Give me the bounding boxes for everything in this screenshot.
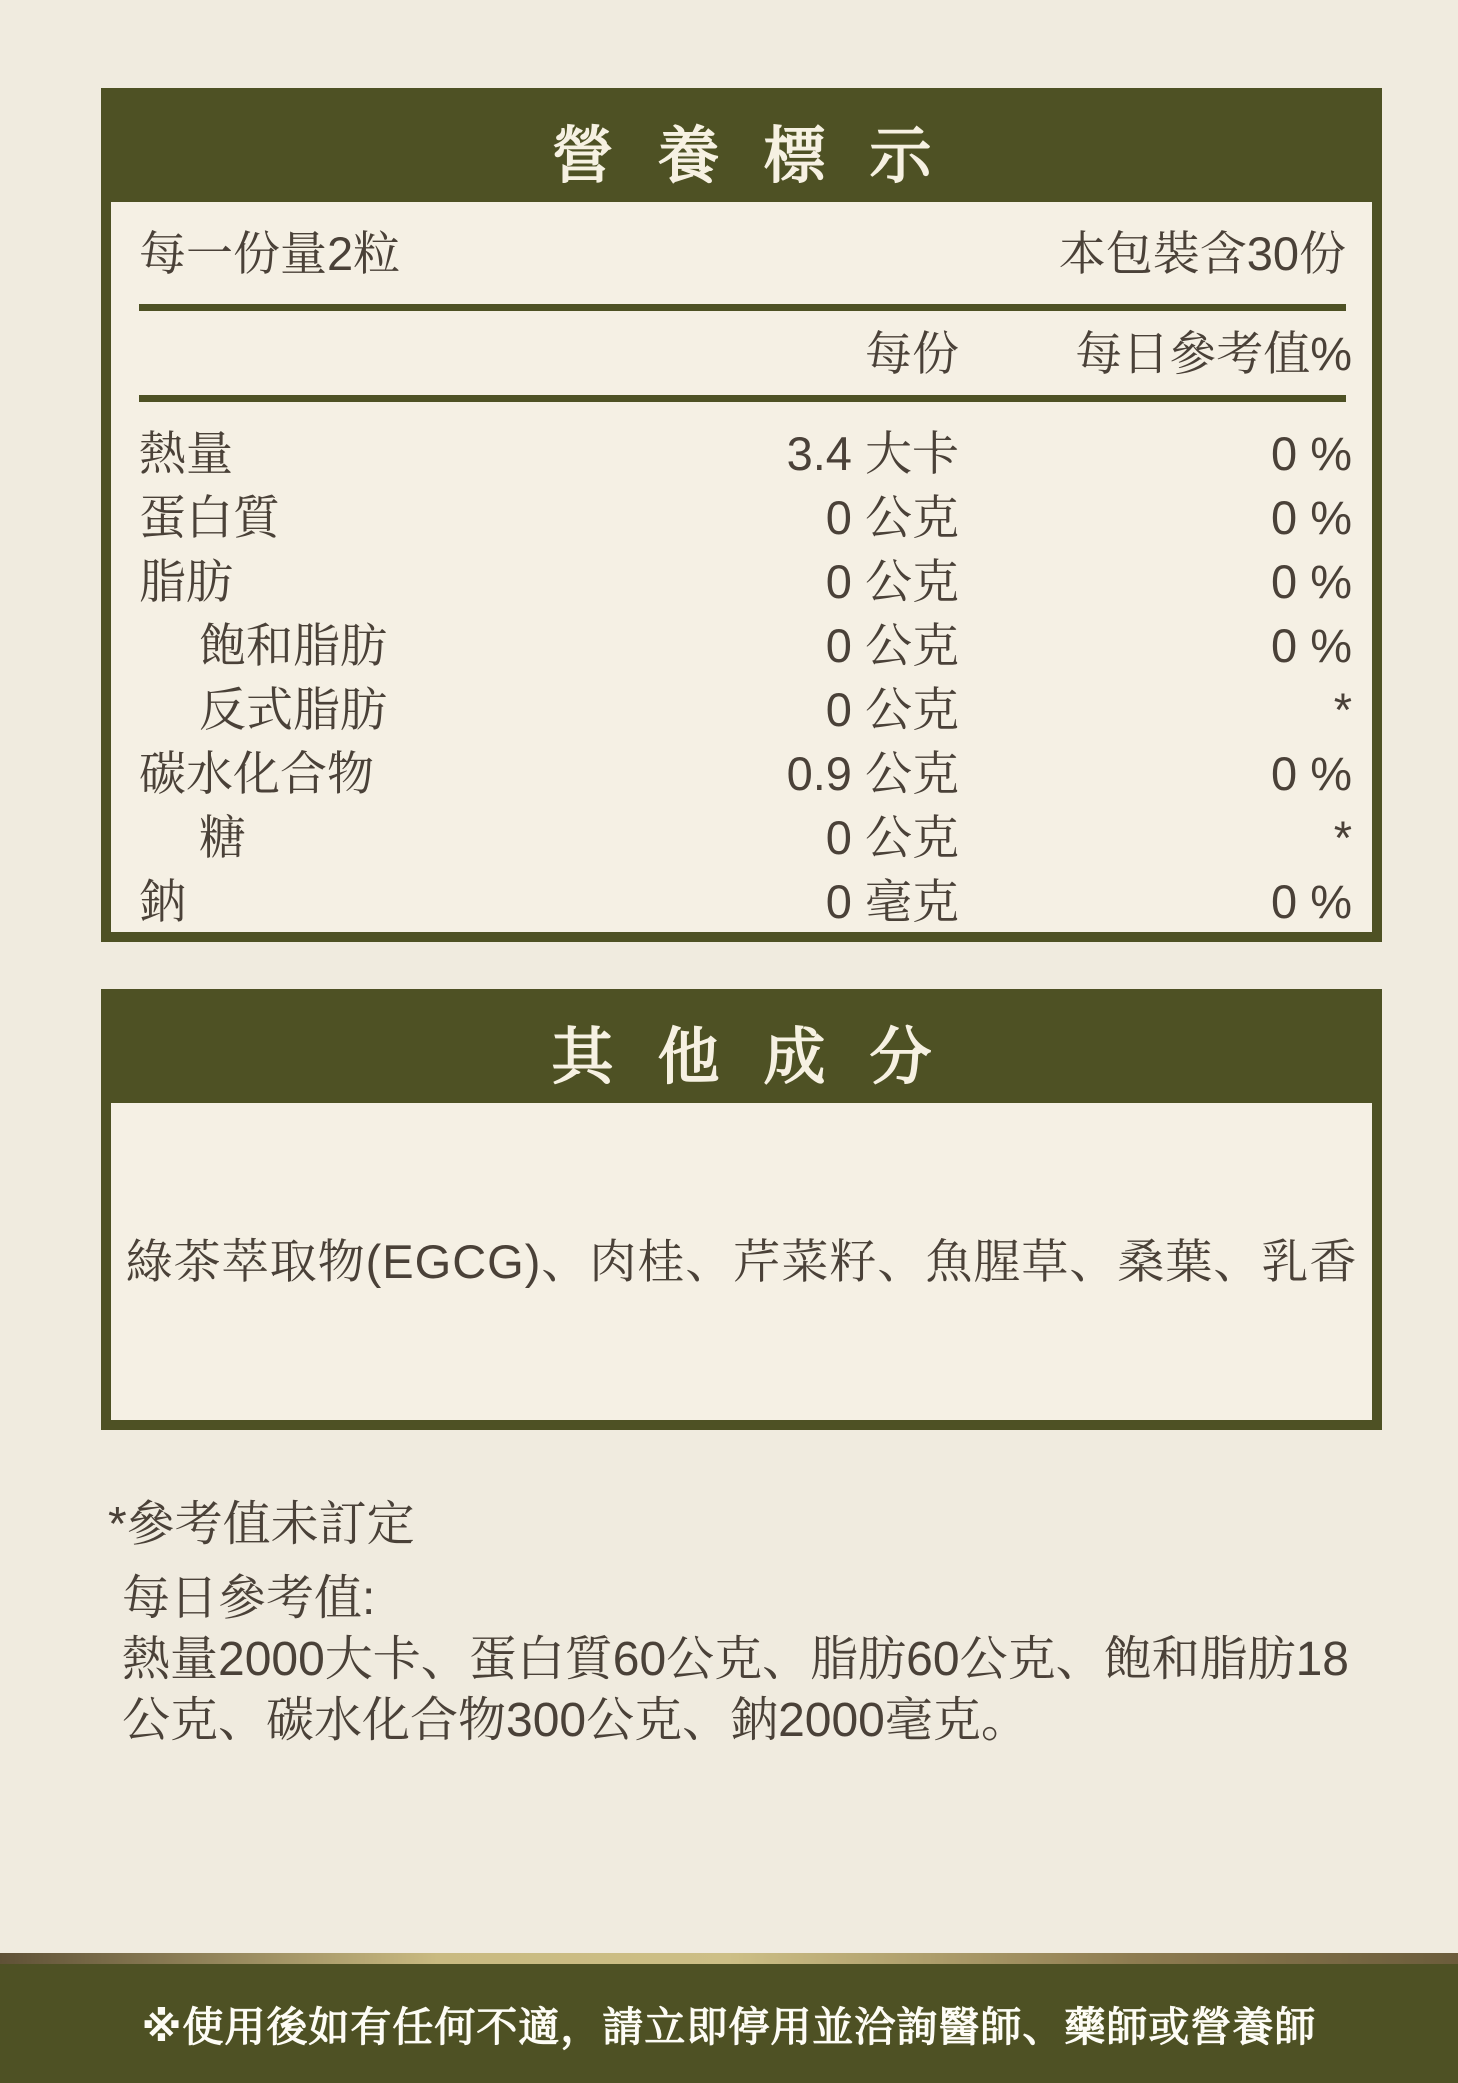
warning-footer-bar (0, 1964, 1458, 2083)
row-value: 0.9 公克 (786, 747, 959, 800)
servings-per-pack: 本包裝含30份 (1058, 227, 1346, 280)
row-label: 熱量 (139, 427, 233, 480)
row-value: 0 毫克 (825, 875, 959, 928)
row-label: 脂肪 (139, 555, 233, 608)
other-ingredients-title: 其他成分 (551, 1022, 976, 1092)
divider-rule-bottom (139, 395, 1346, 402)
other-ingredients-panel (101, 989, 1382, 1430)
nutrition-facts-panel (101, 88, 1382, 942)
other-ingredients-area (111, 1103, 1372, 1420)
row-daily-value: 0 % (1271, 427, 1352, 480)
table-row (111, 806, 1372, 870)
row-value: 0 公克 (825, 811, 959, 864)
other-ingredients-text: 綠茶萃取物(EGCG)、肉桂、芹菜籽、魚腥草、桑葉、乳香 (125, 1234, 1358, 1288)
divider-rule-top (139, 304, 1346, 311)
table-row (111, 614, 1372, 678)
table-row (111, 678, 1372, 742)
column-header-per-serving: 每份 (865, 327, 959, 380)
daily-value-footnote (122, 1568, 1382, 1751)
table-row (111, 742, 1372, 806)
row-daily-value: 0 % (1271, 875, 1352, 928)
row-daily-value: 0 % (1271, 747, 1352, 800)
row-label: 飽和脂肪 (199, 619, 387, 672)
gold-accent-line (0, 1953, 1458, 1964)
row-daily-value: * (1333, 811, 1352, 864)
nutrition-panel-header (111, 98, 1372, 202)
row-value: 0 公克 (825, 491, 959, 544)
row-label: 糖 (199, 811, 246, 864)
row-label: 鈉 (139, 875, 186, 928)
table-row (111, 422, 1372, 486)
row-daily-value: 0 % (1271, 491, 1352, 544)
table-row (111, 870, 1372, 934)
other-ingredients-header (111, 999, 1372, 1103)
footnote-reference-not-set: *參考值未訂定 (108, 1498, 415, 1551)
row-label: 蛋白質 (139, 491, 280, 544)
row-value: 0 公克 (825, 619, 959, 672)
table-row (111, 486, 1372, 550)
row-daily-value: * (1333, 683, 1352, 736)
table-row (111, 550, 1372, 614)
row-daily-value: 0 % (1271, 619, 1352, 672)
column-header-row (111, 327, 1372, 381)
column-header-daily-value: 每日參考值% (1075, 327, 1352, 380)
serving-size: 每一份量2粒 (139, 227, 401, 280)
daily-value-footnote-line: 公克、碳水化合物300公克、鈉2000毫克。 (122, 1694, 1029, 1747)
daily-value-footnote-line: 熱量2000大卡、蛋白質60公克、脂肪60公克、飽和脂肪18 (122, 1633, 1349, 1686)
row-daily-value: 0 % (1271, 555, 1352, 608)
warning-footer-text: ※使用後如有任何不適，請立即停用並洽詢醫師、藥師或營養師 (141, 2004, 1317, 2050)
row-value: 3.4 大卡 (786, 427, 959, 480)
row-value: 0 公克 (825, 555, 959, 608)
row-value: 0 公克 (825, 683, 959, 736)
daily-value-footnote-title: 每日參考值: (122, 1572, 376, 1625)
row-label: 反式脂肪 (199, 683, 387, 736)
nutrition-rows (111, 422, 1372, 934)
nutrition-panel-title: 營養標示 (551, 121, 976, 191)
serving-info-row (139, 226, 1346, 282)
row-label: 碳水化合物 (139, 747, 374, 800)
